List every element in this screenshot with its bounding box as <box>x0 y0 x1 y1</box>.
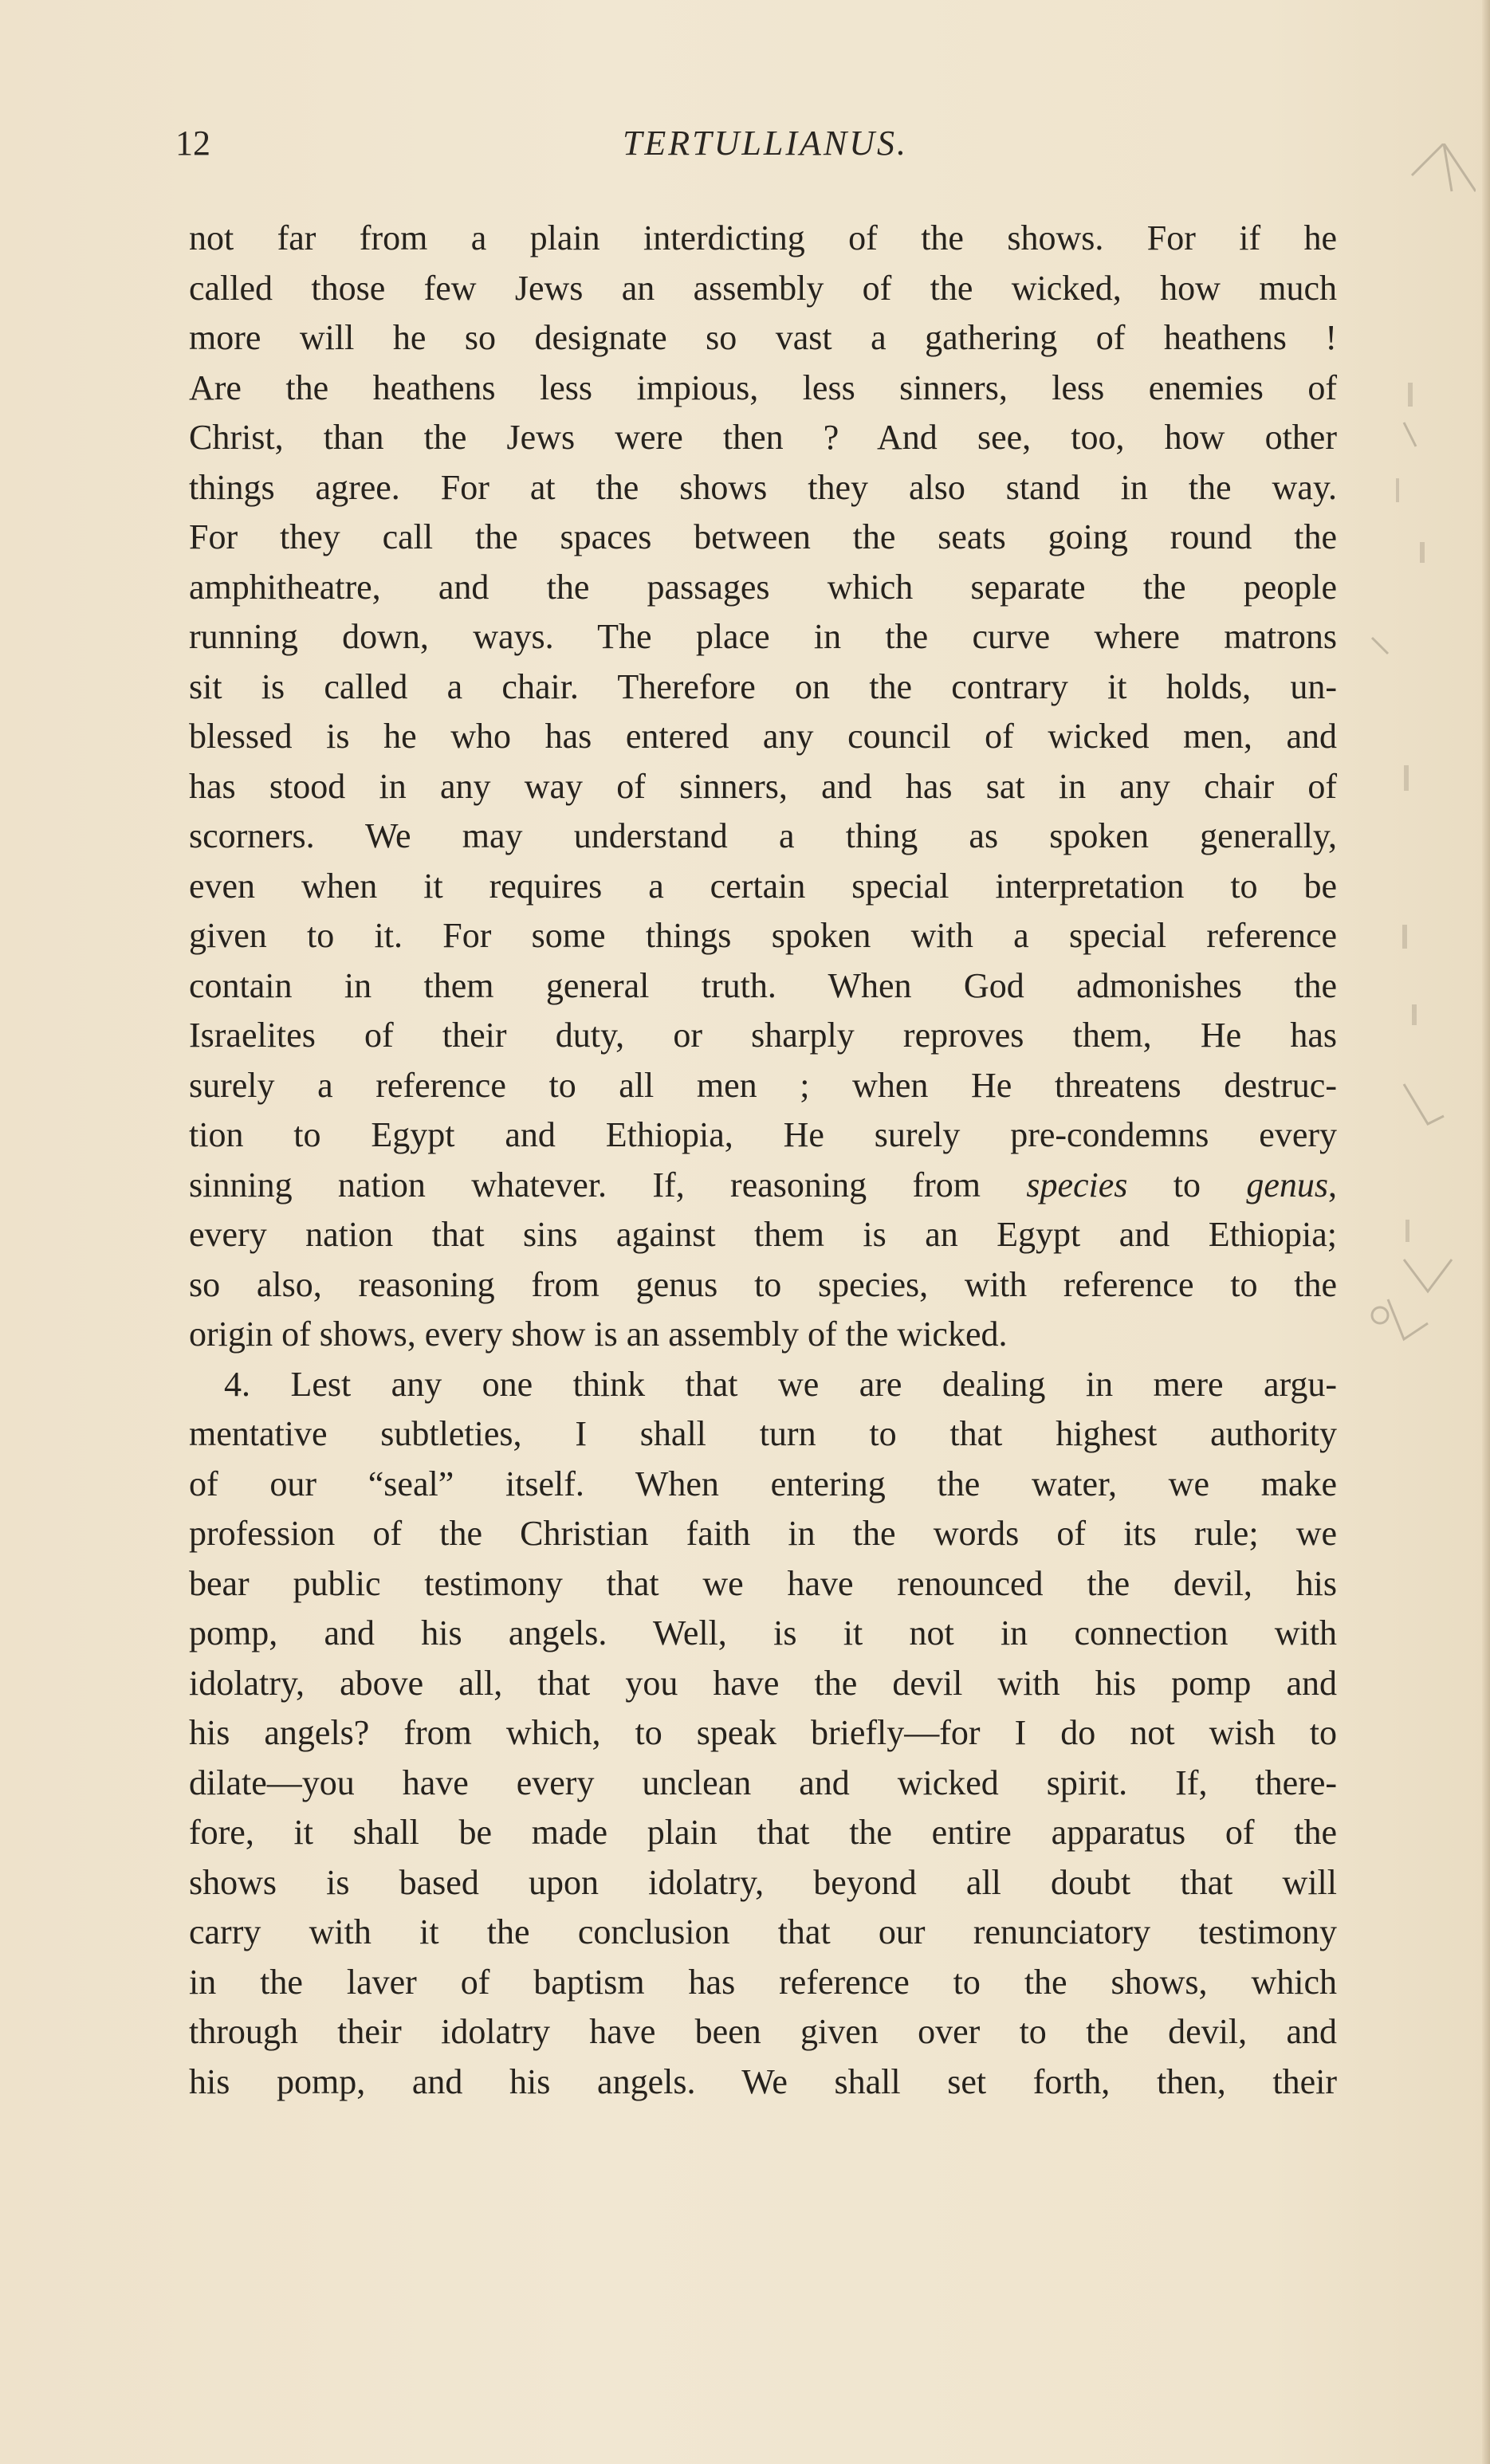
text-line: profession of the Christian faith in the words of its rule; we <box>189 1514 1337 1553</box>
text-line: blessed is he who has entered any council of wicked men, and <box>189 717 1337 756</box>
text-line: mentative subtleties, I shall turn to that highest authority <box>189 1414 1337 1453</box>
text-line: pomp, and his angels. Well, is it not in connection with <box>189 1613 1337 1652</box>
text-line: of our “seal” itself. When entering the water, we make <box>189 1464 1337 1503</box>
text-line: so also, reasoning from genus to species, with reference to the <box>189 1264 1337 1304</box>
paragraph-first-line: 4. Lest any one think that we are dealing in mere argu- <box>224 1364 1337 1404</box>
text-line: sit is called a chair. Therefore on the contrary it holds, un- <box>189 666 1337 706</box>
text-line: dilate—you have every unclean and wicked spirit. If, there- <box>189 1763 1337 1802</box>
text-line: Christ, than the Jews were then ? And see, too, how other <box>189 418 1337 457</box>
text-line: contain in them general truth. When God admonishes the <box>189 965 1337 1005</box>
text-line: in the laver of baptism has reference to the shows, which <box>189 1962 1337 2002</box>
text-line: called those few Jews an assembly of the wicked, how much <box>189 268 1337 308</box>
text-line: running down, ways. The place in the curve where matrons <box>189 617 1337 656</box>
text-line: tion to Egypt and Ethiopia, He surely pre-condemns every <box>189 1115 1337 1154</box>
text-line: more will he so designate so vast a gathering of heathens ! <box>189 318 1337 357</box>
text-line: sinning nation whatever. If, reasoning from species to genus, <box>189 1165 1337 1204</box>
text-line: has stood in any way of sinners, and has sat in any chair of <box>189 766 1337 806</box>
text-line: his angels? from which, to speak briefly—for I do not wish to <box>189 1713 1337 1752</box>
text-line: amphitheatre, and the passages which separate the people <box>189 567 1337 607</box>
text-line: idolatry, above all, that you have the devil with his pomp and <box>189 1663 1337 1703</box>
text-line: every nation that sins against them is an Egypt and Ethiopia; <box>189 1215 1337 1254</box>
page-number: 12 <box>175 124 210 163</box>
text-line: even when it requires a certain special interpretation to be <box>189 866 1337 906</box>
text-line: not far from a plain interdicting of the shows. For if he <box>189 218 1337 257</box>
show-through-decoration <box>1356 143 1476 1387</box>
text-line: carry with it the conclusion that our renunciatory testimony <box>189 1912 1337 1951</box>
page-edge <box>1482 0 1490 2464</box>
text-line: Israelites of their duty, or sharply reproves them, He has <box>189 1016 1337 1055</box>
text-line: surely a reference to all men ; when He threatens destruc- <box>189 1065 1337 1105</box>
text-line: fore, it shall be made plain that the entire apparatus of the <box>189 1813 1337 1852</box>
text-line: given to it. For some things spoken with a special reference <box>189 916 1337 955</box>
text-line: things agree. For at the shows they also stand in the way. <box>189 467 1337 507</box>
text-line: shows is based upon idolatry, beyond all doubt that will <box>189 1862 1337 1902</box>
text-line: his pomp, and his angels. We shall set forth, then, their <box>189 2061 1337 2101</box>
text-line: through their idolatry have been given over to the devil, and <box>189 2012 1337 2051</box>
paragraph-last-line: origin of shows, every show is an assembly of the wicked. <box>189 1315 1008 1354</box>
text-line: Are the heathens less impious, less sinners, less enemies of <box>189 367 1337 407</box>
body-text <box>189 214 1337 2107</box>
page-header <box>175 120 1355 167</box>
text-line: scorners. We may understand a thing as spoken generally, <box>189 816 1337 855</box>
text-line: bear public testimony that we have renounced the devil, his <box>189 1563 1337 1603</box>
text-line: For they call the spaces between the seats going round the <box>189 517 1337 556</box>
running-title: TERTULLIANUS. <box>622 124 909 163</box>
